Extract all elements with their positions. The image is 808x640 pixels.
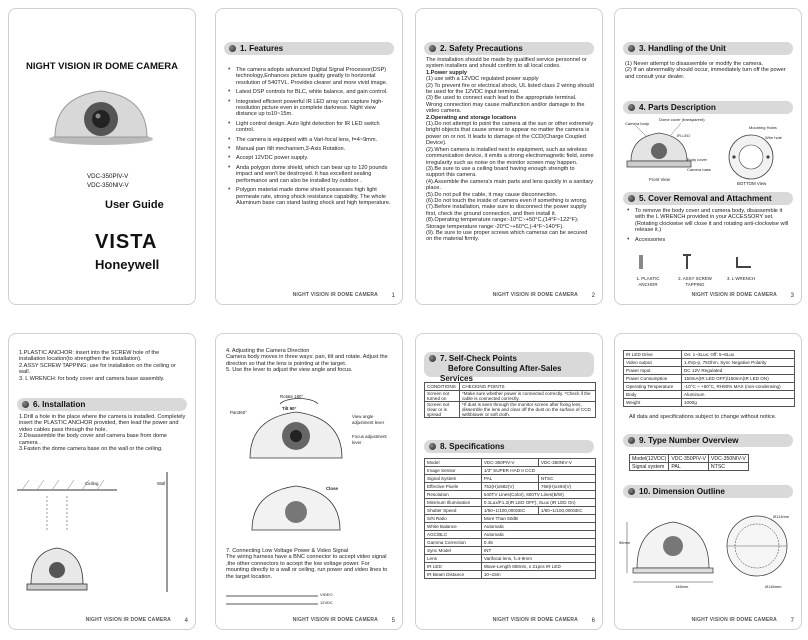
table-cell: PAL xyxy=(669,463,709,471)
model-number-2: VDC-350NIV-V xyxy=(87,182,129,189)
dimension-width: 146mm xyxy=(675,584,689,589)
table-row xyxy=(425,383,596,391)
specifications-note: All data and specifications subject to change without notice. xyxy=(629,414,777,420)
label-view-angle-lever: View angle adjustment lever xyxy=(352,414,385,426)
page-number: 6 xyxy=(591,618,595,624)
installation-text: 1.Drill a hole in the place where the camera is installed. Completely insert the PLASTIC ANCHOR provided, then lead the power and video cables pass through the hole. 2.Disassemble the body cover and camera base from dome camera . 3.Fasten the dome camera base on the wall or the ceiling. xyxy=(19,414,186,453)
page-footer: NIGHT VISION IR DOME CAMERA xyxy=(492,617,578,623)
table-row xyxy=(425,515,596,523)
adjusting-page xyxy=(215,333,403,630)
label-front-view: Front View xyxy=(649,177,670,182)
dimension-diameter: Ø146mm xyxy=(765,584,782,589)
table-cell: Model(12VDC) xyxy=(630,455,669,463)
table-cell: 1/3" SUPER HAD II CCD xyxy=(481,467,595,475)
table-row xyxy=(624,399,795,407)
table-cell: Operating Temperature xyxy=(624,383,682,391)
dome-camera-image xyxy=(41,79,161,149)
table-cell: VDC-350PIV-V xyxy=(669,455,709,463)
self-check-heading xyxy=(424,352,594,383)
table-row xyxy=(624,359,795,367)
page-footer: NIGHT VISION IR DOME CAMERA xyxy=(691,292,777,298)
table-cell: Minimum Illumination xyxy=(425,499,482,507)
features-heading: 1. Features xyxy=(224,42,394,55)
table-cell: Sync Model xyxy=(425,547,482,555)
cover-removal-heading: 5. Cover Removal and Attachment xyxy=(623,192,793,205)
label-body-cover: Body cover xyxy=(687,157,708,162)
table-row xyxy=(425,475,596,483)
label-ir-led: IR-LED xyxy=(677,133,691,138)
features-page xyxy=(215,8,403,305)
locations-text: (1).Do not attempt to point the camera at the sun or other extremely bright objects that cause smear to appear no matter the camera is power on or not. It leads to damage of the CCD(Charge Coupled Device). (2).When camera is installed next to equipment, such as wireless communication device, it emits a strong electromagnetic field, some irregularity such as noise on the monitor screen may happen. (3).Be sure to use a ceiling board having enough strength to support this camera. (4).Assemble the camera's main parts and lens quickly in a sanitary place. (5).Do not pull the cable, it may cause disconnection. (6).Do not touch the inside of camera even if something is wrong. (7).Before installation, make sure to disconnect the power supply first, check the ground connection, and then install it. (8).Operating temperature range:-10°C~+50°C,(14°F~122°F); Storage temperature range:-20°C~+60°C,(-4°F~140°F). (9). Be sure to use proper screws which cameras can be secured on the material firmly. xyxy=(426,121,594,243)
self-check-title: 7. Self-Check Points xyxy=(440,354,517,363)
table-cell: 768(H)x494(V) xyxy=(538,483,595,491)
table-cell: INT xyxy=(481,547,595,555)
table-cell: 1.0Vp-p, 75Ohm, Sync Negative Polarity xyxy=(681,359,794,367)
list-item: • The camera adopts advanced Digital Signal Processor(DSP) technology,Enhances picture quality greatly to horizontal resolution of 540TVL. Provides clearer and more vivid image. xyxy=(236,67,392,86)
accessories-icons xyxy=(627,253,787,275)
table-row xyxy=(425,491,596,499)
table-cell: 0.45 xyxy=(481,539,595,547)
table-cell: CONDITIONS xyxy=(425,383,460,391)
table-row xyxy=(425,555,596,563)
table-cell: AGC/BLC xyxy=(425,531,482,539)
label-pan: Pan360° xyxy=(230,410,247,415)
table-cell: Shutter Speed xyxy=(425,507,482,515)
table-row xyxy=(624,391,795,399)
table-cell: Power Consumption xyxy=(624,375,682,383)
list-item: • Accept 12VDC power supply. xyxy=(236,155,392,161)
table-row xyxy=(425,507,596,515)
table-cell: 1/60~1/100,000SEC xyxy=(538,507,595,515)
table-cell: Automatic xyxy=(481,523,595,531)
label-ceiling: Ceiling xyxy=(85,481,99,486)
cover-title: NIGHT VISION IR DOME CAMERA xyxy=(25,61,178,72)
table-cell: White Balance xyxy=(425,523,482,531)
accessory-plastic-anchor: 1. PLASTIC ANCHOR xyxy=(636,276,660,288)
list-item: • Polygon material made dome shield possesses high light permeate rate, strong shock resistance capability. The whole Aluminum base can stand lasting shock and high temperature. xyxy=(236,187,392,206)
page-number: 1 xyxy=(391,293,395,299)
adjusting-text: 4. Adjusting the Camera Direction Camera body moves in three ways: pan, tilt and rotate. Adjust the direction so that the lens is pointing at the target. 5. Use the lever to adjust the view angle and focus. xyxy=(226,348,388,374)
table-row xyxy=(624,383,795,391)
safety-intro: The installation should be made by qualified service personnel or system installers and should confirm to all local codes. xyxy=(426,57,587,70)
table-row xyxy=(425,402,596,418)
table-cell: CHECKING POINTS xyxy=(460,383,596,391)
table-cell: NTSC xyxy=(538,475,595,483)
installation-heading: 6. Installation xyxy=(17,398,187,411)
table-cell: Effective Pixels xyxy=(425,483,482,491)
table-row xyxy=(425,483,596,491)
table-row xyxy=(425,499,596,507)
page-number: 7 xyxy=(790,618,794,624)
label-close: Close xyxy=(326,486,338,491)
accessory-l-wrench: 3. L WRENCH xyxy=(727,276,756,281)
page-footer: NIGHT VISION IR DOME CAMERA xyxy=(691,617,777,623)
page-number: 4 xyxy=(184,618,188,624)
features-list xyxy=(226,67,392,209)
table-cell: Image Sensor xyxy=(425,467,482,475)
specifications-table xyxy=(424,458,596,579)
list-item: • Light control design. Auto light detection for IR LED switch control. xyxy=(236,121,392,134)
table-cell: Automatic xyxy=(481,531,595,539)
table-cell: Video output xyxy=(624,359,682,367)
safety-page xyxy=(415,8,603,305)
table-cell: 0.1Lux/F1.2(IR LED OFF), 0Lux (IR LED On) xyxy=(481,499,595,507)
table-row xyxy=(425,563,596,571)
installation-diagram xyxy=(17,472,187,612)
cover-page xyxy=(8,8,196,305)
table-cell: Gamma Correction xyxy=(425,539,482,547)
cover-removal-list xyxy=(625,208,793,246)
model-number-1: VDC-350PIV-V xyxy=(87,173,129,180)
table-cell: Aluminum xyxy=(681,391,794,399)
table-cell: On: 1~3Lux; Off: 5~6Lux xyxy=(681,351,794,359)
table-cell: Resolution xyxy=(425,491,482,499)
label-tilt: Tilt 90° xyxy=(282,406,297,411)
accessory-notes: 1.PLASTIC ANCHOR: insert into the SCREW hole of the installation location(to strengthen the installation). 2.ASSY SCREW TAPPING: use for installation on the ceiling or wall. 3. L WRENCH: for body cover and camera base assembly. xyxy=(19,350,176,382)
table-row xyxy=(630,455,749,463)
label-wire-hole: Wire hole xyxy=(765,135,782,140)
table-cell: VDC-350NIV-V xyxy=(538,459,595,467)
table-cell: IR Beam Distance xyxy=(425,571,482,579)
table-row xyxy=(630,463,749,471)
label-mounting-holes: Mounting Holes xyxy=(749,125,777,130)
power-supply-text: (1) use with a 12VDC regulated power supply (2) To prevent fire or electrical shock, UL listed class 2 wiring should be used for the 12VDC input terminal. (3) Be used to connect each lead to the appropriate terminal. Wrong connection may cause malfunction and/or damage to the video camera. xyxy=(426,76,594,115)
table-cell: 752(H)x582(V) xyxy=(481,483,538,491)
list-item: • The camera is equipped with a Vari-focal lens, f=4~9mm. xyxy=(236,137,392,143)
parts-heading: 4. Parts Description xyxy=(623,101,793,114)
table-cell: -10°C ~ +50°C, RH90% MAX (non-condensing) xyxy=(681,383,794,391)
brand-vista: VISTA xyxy=(95,231,158,253)
table-cell: 1000g xyxy=(681,399,794,407)
dimension-page xyxy=(614,333,802,630)
accessory-assy-screw: 2. ASSY SCREW TAPPING xyxy=(678,276,712,288)
table-row xyxy=(425,531,596,539)
page-number: 3 xyxy=(790,293,794,299)
dimension-height: 96mm xyxy=(619,540,631,545)
table-row xyxy=(624,375,795,383)
self-check-subtitle: Before Consulting After-Sales Services xyxy=(440,364,562,383)
table-row xyxy=(425,391,596,402)
table-row xyxy=(425,467,596,475)
label-camera-body: Camera body xyxy=(625,121,650,126)
power-supply-subheading: 1.Power supply xyxy=(426,69,468,76)
self-check-table xyxy=(424,382,596,418)
label-video: VIDEO xyxy=(320,592,333,597)
table-cell: VDC-350NIV-V xyxy=(708,455,748,463)
specifications-page xyxy=(415,333,603,630)
list-item: • To remove the body cover and camera body, disassemble it with the L WRENCH provided in your ACCESSORY set. (Rotating clockwise will close it and rotating anti-clockwise will release it.) xyxy=(635,208,793,234)
table-cell: Signal System xyxy=(425,475,482,483)
page-footer: NIGHT VISION IR DOME CAMERA xyxy=(292,617,378,623)
table-cell: S/N Ratio xyxy=(425,515,482,523)
locations-subheading: 2.Operating and storage locations xyxy=(426,114,517,121)
brand-honeywell: Honeywell xyxy=(95,257,160,272)
list-item: • Latest DSP controls for BLC, white balance, and gain control. xyxy=(236,89,392,95)
table-cell: Wave-Length 850nm, x 21pcs IR LED xyxy=(481,563,595,571)
table-row xyxy=(425,459,596,467)
table-cell: IR LED Drive xyxy=(624,351,682,359)
table-cell: PAL xyxy=(481,475,538,483)
label-wall: Wall xyxy=(157,481,166,486)
handling-text: (1) Never attempt to disassemble or modify the camera. (2) If an abnormality should occur, immediately turn off the power and consult your dealer. xyxy=(625,61,786,80)
label-bottom-view: BOTTOM View xyxy=(737,181,767,186)
table-row xyxy=(425,547,596,555)
label-camera-base: Camera base xyxy=(687,167,712,172)
table-cell: Screen not turned on xyxy=(425,391,460,402)
label-rotate: Rotate 180° xyxy=(280,394,304,399)
installation-page xyxy=(8,333,196,630)
table-cell: 150mA(IR LED OFF)/150mA(IR LED ON) xyxy=(681,375,794,383)
table-cell: DC 12V Regulated xyxy=(681,367,794,375)
table-row xyxy=(425,539,596,547)
table-cell: 1/50~1/100,000SEC xyxy=(481,507,538,515)
table-row xyxy=(425,523,596,531)
table-cell: Varifocal lens, f=4-9mm xyxy=(481,555,595,563)
safety-body xyxy=(426,57,594,243)
handling-page xyxy=(614,8,802,305)
label-12vdc: 12VDC xyxy=(320,600,333,605)
list-item: • Accessories xyxy=(635,237,793,243)
table-row xyxy=(624,351,795,359)
page-footer: NIGHT VISION IR DOME CAMERA xyxy=(492,292,578,298)
list-item: • Anda polygon dome shield, which can bear up to 120 pounds impact and won't be destroyed. It has excellent sealing performance and can also be installed by outdoor . xyxy=(236,165,392,184)
table-cell: Signal system xyxy=(630,463,669,471)
wiring-text: 7. Connecting Low Voltage Power & Video Signal The wiring harness have a BNC connector to accept video signal ,the other connectors to accept the low voltage power. For mounting directly to a wall or ceiling, run power and video lines to the target location. xyxy=(226,548,388,580)
table-cell: *Make sure whether power is connected correctly. *Check if the cable is connected correctly. xyxy=(460,391,596,402)
table-cell: Model xyxy=(425,459,482,467)
dimension-heading: 10. Dimension Outline xyxy=(623,485,793,498)
table-cell: *If dust is seen through the monitor screen after fixing lens, dissemble the lens and clear off the dust on the surface of CCD withblower or soft cloth. xyxy=(460,402,596,418)
table-row xyxy=(624,367,795,375)
label-dome-cover: Dome cover (transparent) xyxy=(659,117,705,122)
list-item: • Integrated efficient powerful IR LED array can capture high-resolution picture even in complete darkness. Night view distance up to10~15m. xyxy=(236,99,392,118)
list-item: • Manual pan /tilt mechanism,3-Axis Rotation. xyxy=(236,146,392,152)
table-cell: NTSC xyxy=(708,463,748,471)
user-guide-title: User Guide xyxy=(105,199,164,211)
type-number-heading: 9. Type Number Overview xyxy=(623,434,793,447)
page-footer: NIGHT VISION IR DOME CAMERA xyxy=(85,617,171,623)
safety-heading: 2. Safety Precautions xyxy=(424,42,594,55)
table-cell: 540TV Lines(Color), 600TV Lines(B/W) xyxy=(481,491,595,499)
table-cell: More Than 50dB xyxy=(481,515,595,523)
table-cell: Screen not clear or is spread xyxy=(425,402,460,418)
specifications-heading: 8. Specifications xyxy=(424,440,594,453)
label-focus-lever: Focus adjustment lever xyxy=(352,434,387,446)
handling-heading: 3. Handling of the Unit xyxy=(623,42,793,55)
table-cell: Power Input xyxy=(624,367,682,375)
page-number: 5 xyxy=(391,618,395,624)
table-cell: Body xyxy=(624,391,682,399)
table-cell: IR LED xyxy=(425,563,482,571)
page-footer: NIGHT VISION IR DOME CAMERA xyxy=(292,292,378,298)
table-cell: Weight xyxy=(624,399,682,407)
table-cell: VDC-350PIV-V xyxy=(481,459,538,467)
table-cell: 10~15m xyxy=(481,571,595,579)
dimension-inner-diameter: Ø113mm xyxy=(773,514,790,519)
adjustment-diagram xyxy=(240,394,360,464)
table-cell: Lens xyxy=(425,555,482,563)
specifications-table-continued xyxy=(623,350,795,407)
page-number: 2 xyxy=(591,293,595,299)
type-number-table xyxy=(629,454,749,471)
table-row xyxy=(425,571,596,579)
